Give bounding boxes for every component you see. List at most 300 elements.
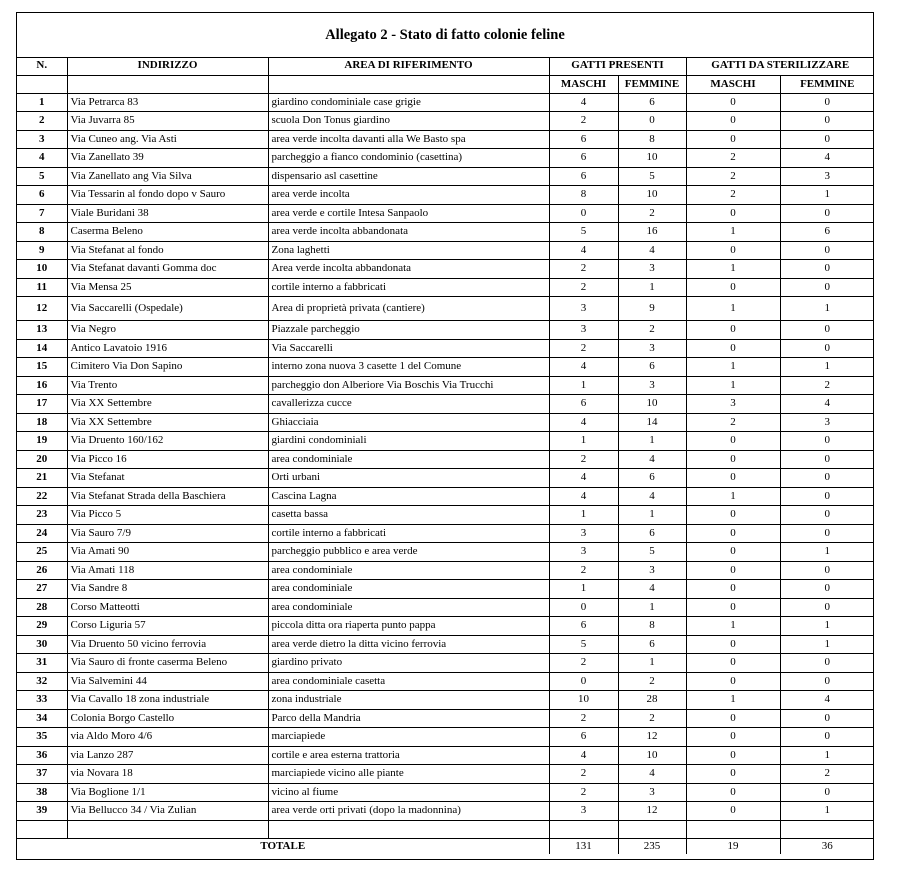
table-row xyxy=(17,376,874,395)
header-gatti-presenti: GATTI PRESENTI xyxy=(549,57,686,75)
row-number: 12 xyxy=(17,297,67,321)
table-row xyxy=(17,413,874,432)
row-indirizzo: Via Cavallo 18 zona industriale xyxy=(67,691,268,710)
row-presenti-maschi: 8 xyxy=(549,186,618,205)
row-presenti-femmine: 4 xyxy=(618,580,686,599)
row-sterilizzare-maschi: 1 xyxy=(686,358,780,377)
row-presenti-femmine: 2 xyxy=(618,709,686,728)
row-presenti-femmine: 5 xyxy=(618,167,686,186)
table-row xyxy=(17,524,874,543)
row-indirizzo: Via XX Settembre xyxy=(67,395,268,414)
row-sterilizzare-maschi: 0 xyxy=(686,580,780,599)
row-presenti-maschi: 2 xyxy=(549,278,618,297)
table-row xyxy=(17,598,874,617)
row-area: dispensario asl casettine xyxy=(268,167,549,186)
table-row xyxy=(17,112,874,131)
row-presenti-femmine: 3 xyxy=(618,561,686,580)
row-indirizzo: Via Stefanat xyxy=(67,469,268,488)
row-sterilizzare-maschi: 0 xyxy=(686,561,780,580)
row-sterilizzare-femmine: 0 xyxy=(780,709,874,728)
row-sterilizzare-femmine: 0 xyxy=(780,561,874,580)
header-indirizzo: INDIRIZZO xyxy=(67,57,268,75)
row-presenti-maschi: 4 xyxy=(549,413,618,432)
row-sterilizzare-maschi: 0 xyxy=(686,241,780,260)
table-row xyxy=(17,580,874,599)
row-indirizzo: Via Zanellato ang Via Silva xyxy=(67,167,268,186)
row-presenti-femmine: 3 xyxy=(618,376,686,395)
row-number: 9 xyxy=(17,241,67,260)
table-row xyxy=(17,93,874,112)
row-sterilizzare-femmine: 0 xyxy=(780,93,874,112)
row-sterilizzare-femmine: 6 xyxy=(780,223,874,242)
colonies-table xyxy=(17,57,874,854)
row-number: 4 xyxy=(17,149,67,168)
row-number: 25 xyxy=(17,543,67,562)
row-sterilizzare-femmine: 4 xyxy=(780,395,874,414)
row-presenti-maschi: 2 xyxy=(549,450,618,469)
row-sterilizzare-maschi: 0 xyxy=(686,598,780,617)
row-area: zona industriale xyxy=(268,691,549,710)
row-presenti-maschi: 6 xyxy=(549,130,618,149)
row-sterilizzare-maschi: 0 xyxy=(686,654,780,673)
row-indirizzo: Via Amati 118 xyxy=(67,561,268,580)
row-sterilizzare-femmine: 1 xyxy=(780,543,874,562)
row-presenti-maschi: 4 xyxy=(549,487,618,506)
row-sterilizzare-maschi: 1 xyxy=(686,617,780,636)
row-sterilizzare-maschi: 0 xyxy=(686,339,780,358)
row-sterilizzare-femmine: 0 xyxy=(780,130,874,149)
row-area: Ghiacciaia xyxy=(268,413,549,432)
blank-row xyxy=(17,820,874,838)
row-sterilizzare-femmine: 1 xyxy=(780,186,874,205)
row-presenti-maschi: 6 xyxy=(549,617,618,636)
table-row xyxy=(17,278,874,297)
row-sterilizzare-maschi: 2 xyxy=(686,167,780,186)
row-presenti-femmine: 6 xyxy=(618,524,686,543)
row-indirizzo: Corso Matteotti xyxy=(67,598,268,617)
row-area: Piazzale parcheggio xyxy=(268,321,549,340)
row-area: area condominiale xyxy=(268,450,549,469)
row-presenti-femmine: 2 xyxy=(618,204,686,223)
row-indirizzo: Via Stefanat davanti Gomma doc xyxy=(67,260,268,279)
row-area: area verde dietro la ditta vicino ferrovia xyxy=(268,635,549,654)
row-indirizzo: Via Stefanat Strada della Baschiera xyxy=(67,487,268,506)
row-area: area condominiale xyxy=(268,561,549,580)
row-indirizzo: Via Sauro 7/9 xyxy=(67,524,268,543)
row-area: parcheggio pubblico e area verde xyxy=(268,543,549,562)
row-indirizzo: Colonia Borgo Castello xyxy=(67,709,268,728)
table-row xyxy=(17,450,874,469)
header-presenti-femmine: FEMMINE xyxy=(618,75,686,93)
row-presenti-femmine: 6 xyxy=(618,635,686,654)
row-sterilizzare-femmine: 4 xyxy=(780,691,874,710)
row-number: 11 xyxy=(17,278,67,297)
row-sterilizzare-maschi: 0 xyxy=(686,783,780,802)
row-sterilizzare-femmine: 1 xyxy=(780,746,874,765)
table-row xyxy=(17,672,874,691)
row-presenti-femmine: 12 xyxy=(618,728,686,747)
row-number: 23 xyxy=(17,506,67,525)
row-presenti-maschi: 3 xyxy=(549,524,618,543)
row-area: marciapiede xyxy=(268,728,549,747)
row-sterilizzare-maschi: 2 xyxy=(686,186,780,205)
row-number: 34 xyxy=(17,709,67,728)
row-area: cavallerizza cucce xyxy=(268,395,549,414)
row-indirizzo: Antico Lavatoio 1916 xyxy=(67,339,268,358)
row-sterilizzare-maschi: 0 xyxy=(686,321,780,340)
row-area: parcheggio a fianco condominio (casettina) xyxy=(268,149,549,168)
row-number: 21 xyxy=(17,469,67,488)
row-presenti-maschi: 2 xyxy=(549,765,618,784)
row-sterilizzare-maschi: 0 xyxy=(686,450,780,469)
row-presenti-femmine: 14 xyxy=(618,413,686,432)
row-sterilizzare-maschi: 0 xyxy=(686,765,780,784)
row-presenti-femmine: 1 xyxy=(618,506,686,525)
row-presenti-maschi: 6 xyxy=(549,728,618,747)
row-indirizzo: Via Bellucco 34 / Via Zulian xyxy=(67,802,268,821)
row-number: 19 xyxy=(17,432,67,451)
row-area: Via Saccarelli xyxy=(268,339,549,358)
row-number: 5 xyxy=(17,167,67,186)
table-row xyxy=(17,802,874,821)
row-presenti-maschi: 3 xyxy=(549,297,618,321)
table-row xyxy=(17,260,874,279)
row-presenti-maschi: 2 xyxy=(549,783,618,802)
row-indirizzo: Via Trento xyxy=(67,376,268,395)
row-number: 13 xyxy=(17,321,67,340)
row-presenti-femmine: 10 xyxy=(618,395,686,414)
colonies-sheet xyxy=(16,12,874,860)
row-sterilizzare-femmine: 1 xyxy=(780,635,874,654)
row-sterilizzare-femmine: 0 xyxy=(780,450,874,469)
row-sterilizzare-maschi: 0 xyxy=(686,93,780,112)
row-area: Orti urbani xyxy=(268,469,549,488)
row-number: 38 xyxy=(17,783,67,802)
row-indirizzo: Via Cuneo ang. Via Asti xyxy=(67,130,268,149)
row-sterilizzare-femmine: 1 xyxy=(780,617,874,636)
header-blank xyxy=(268,75,549,93)
row-presenti-maschi: 1 xyxy=(549,432,618,451)
row-area: area verde incolta xyxy=(268,186,549,205)
row-indirizzo: Via XX Settembre xyxy=(67,413,268,432)
row-presenti-femmine: 4 xyxy=(618,241,686,260)
row-presenti-maschi: 3 xyxy=(549,321,618,340)
row-area: giardini condominiali xyxy=(268,432,549,451)
table-row xyxy=(17,241,874,260)
row-presenti-femmine: 3 xyxy=(618,783,686,802)
row-sterilizzare-femmine: 2 xyxy=(780,765,874,784)
row-indirizzo: Caserma Beleno xyxy=(67,223,268,242)
row-presenti-maschi: 2 xyxy=(549,561,618,580)
row-number: 16 xyxy=(17,376,67,395)
row-area: parcheggio don Alberiore Via Boschis Via Trucchi xyxy=(268,376,549,395)
table-row xyxy=(17,167,874,186)
row-area: area condominiale xyxy=(268,580,549,599)
row-area: Zona laghetti xyxy=(268,241,549,260)
row-presenti-maschi: 2 xyxy=(549,654,618,673)
row-sterilizzare-maschi: 0 xyxy=(686,204,780,223)
total-sterilizzare-femmine: 36 xyxy=(780,838,874,854)
table-row xyxy=(17,223,874,242)
row-presenti-femmine: 6 xyxy=(618,469,686,488)
row-number: 8 xyxy=(17,223,67,242)
row-presenti-femmine: 12 xyxy=(618,802,686,821)
row-presenti-maschi: 4 xyxy=(549,358,618,377)
row-area: area verde incolta abbandonata xyxy=(268,223,549,242)
row-indirizzo: Via Boglione 1/1 xyxy=(67,783,268,802)
row-area: area condominiale casetta xyxy=(268,672,549,691)
row-area: giardino condominiale case grigie xyxy=(268,93,549,112)
table-row xyxy=(17,149,874,168)
row-indirizzo: Via Petrarca 83 xyxy=(67,93,268,112)
row-area: cortile interno a fabbricati xyxy=(268,278,549,297)
row-indirizzo: Via Negro xyxy=(67,321,268,340)
header-gatti-da-sterilizzare: GATTI DA STERILIZZARE xyxy=(686,57,874,75)
table-row xyxy=(17,543,874,562)
row-sterilizzare-femmine: 1 xyxy=(780,802,874,821)
row-indirizzo: Via Amati 90 xyxy=(67,543,268,562)
row-sterilizzare-femmine: 0 xyxy=(780,204,874,223)
row-presenti-femmine: 4 xyxy=(618,450,686,469)
row-presenti-maschi: 1 xyxy=(549,506,618,525)
row-sterilizzare-femmine: 0 xyxy=(780,654,874,673)
row-presenti-maschi: 6 xyxy=(549,149,618,168)
row-presenti-maschi: 2 xyxy=(549,260,618,279)
table-row xyxy=(17,654,874,673)
row-sterilizzare-femmine: 3 xyxy=(780,167,874,186)
row-presenti-femmine: 3 xyxy=(618,339,686,358)
table-row xyxy=(17,617,874,636)
row-indirizzo: Via Stefanat al fondo xyxy=(67,241,268,260)
row-presenti-femmine: 4 xyxy=(618,487,686,506)
total-presenti-femmine: 235 xyxy=(618,838,686,854)
row-presenti-maschi: 3 xyxy=(549,543,618,562)
row-sterilizzare-maschi: 0 xyxy=(686,112,780,131)
row-indirizzo: via Aldo Moro 4/6 xyxy=(67,728,268,747)
row-presenti-maschi: 2 xyxy=(549,709,618,728)
row-presenti-maschi: 6 xyxy=(549,395,618,414)
row-area: cortile interno a fabbricati xyxy=(268,524,549,543)
row-presenti-femmine: 28 xyxy=(618,691,686,710)
table-row xyxy=(17,297,874,321)
row-sterilizzare-maschi: 0 xyxy=(686,506,780,525)
row-number: 26 xyxy=(17,561,67,580)
row-sterilizzare-maschi: 2 xyxy=(686,413,780,432)
table-row xyxy=(17,358,874,377)
row-indirizzo: via Novara 18 xyxy=(67,765,268,784)
row-presenti-femmine: 1 xyxy=(618,432,686,451)
row-presenti-maschi: 0 xyxy=(549,598,618,617)
row-sterilizzare-femmine: 0 xyxy=(780,432,874,451)
row-presenti-maschi: 4 xyxy=(549,241,618,260)
table-row xyxy=(17,204,874,223)
row-presenti-femmine: 16 xyxy=(618,223,686,242)
row-sterilizzare-maschi: 2 xyxy=(686,149,780,168)
row-area: cortile e area esterna trattoria xyxy=(268,746,549,765)
table-row xyxy=(17,691,874,710)
header-row-1 xyxy=(17,57,874,75)
row-indirizzo: Via Druento 160/162 xyxy=(67,432,268,451)
row-presenti-femmine: 5 xyxy=(618,543,686,562)
table-row xyxy=(17,506,874,525)
table-row xyxy=(17,728,874,747)
table-body xyxy=(17,93,874,820)
row-area: marciapiede vicino alle piante xyxy=(268,765,549,784)
header-area: AREA DI RIFERIMENTO xyxy=(268,57,549,75)
row-area: area condominiale xyxy=(268,598,549,617)
row-indirizzo: Corso Liguria 57 xyxy=(67,617,268,636)
row-sterilizzare-femmine: 0 xyxy=(780,506,874,525)
document-title: Allegato 2 - Stato di fatto colonie feline xyxy=(17,13,873,58)
row-number: 7 xyxy=(17,204,67,223)
row-number: 39 xyxy=(17,802,67,821)
table-row xyxy=(17,765,874,784)
row-sterilizzare-maschi: 0 xyxy=(686,524,780,543)
row-number: 15 xyxy=(17,358,67,377)
row-indirizzo: Cimitero Via Don Sapino xyxy=(67,358,268,377)
row-sterilizzare-maschi: 0 xyxy=(686,130,780,149)
row-area: giardino privato xyxy=(268,654,549,673)
row-presenti-femmine: 1 xyxy=(618,278,686,297)
row-number: 30 xyxy=(17,635,67,654)
row-area: Area di proprietà privata (cantiere) xyxy=(268,297,549,321)
row-presenti-maschi: 4 xyxy=(549,93,618,112)
row-presenti-femmine: 6 xyxy=(618,93,686,112)
header-blank xyxy=(17,75,67,93)
row-indirizzo: Via Saccarelli (Ospedale) xyxy=(67,297,268,321)
row-number: 37 xyxy=(17,765,67,784)
row-sterilizzare-femmine: 1 xyxy=(780,358,874,377)
row-sterilizzare-maschi: 0 xyxy=(686,543,780,562)
row-presenti-femmine: 0 xyxy=(618,112,686,131)
row-sterilizzare-femmine: 0 xyxy=(780,339,874,358)
totals-label: TOTALE xyxy=(17,838,549,854)
table-row xyxy=(17,130,874,149)
row-presenti-femmine: 1 xyxy=(618,598,686,617)
row-indirizzo: Via Sauro di fronte caserma Beleno xyxy=(67,654,268,673)
row-number: 6 xyxy=(17,186,67,205)
row-sterilizzare-femmine: 0 xyxy=(780,260,874,279)
row-indirizzo: Via Druento 50 vicino ferrovia xyxy=(67,635,268,654)
row-number: 10 xyxy=(17,260,67,279)
table-row xyxy=(17,783,874,802)
row-indirizzo: Via Tessarin al fondo dopo v Sauro xyxy=(67,186,268,205)
row-presenti-maschi: 2 xyxy=(549,339,618,358)
row-sterilizzare-maschi: 1 xyxy=(686,297,780,321)
row-sterilizzare-maschi: 0 xyxy=(686,635,780,654)
table-row xyxy=(17,469,874,488)
row-sterilizzare-maschi: 0 xyxy=(686,469,780,488)
row-number: 14 xyxy=(17,339,67,358)
row-number: 1 xyxy=(17,93,67,112)
row-presenti-maschi: 5 xyxy=(549,223,618,242)
row-sterilizzare-maschi: 0 xyxy=(686,278,780,297)
table-row xyxy=(17,186,874,205)
table-row xyxy=(17,395,874,414)
row-sterilizzare-femmine: 1 xyxy=(780,297,874,321)
row-sterilizzare-maschi: 0 xyxy=(686,728,780,747)
row-presenti-femmine: 10 xyxy=(618,746,686,765)
row-presenti-maschi: 0 xyxy=(549,672,618,691)
row-number: 24 xyxy=(17,524,67,543)
row-sterilizzare-femmine: 3 xyxy=(780,413,874,432)
header-sterilizzare-maschi: MASCHI xyxy=(686,75,780,93)
row-presenti-femmine: 10 xyxy=(618,149,686,168)
header-row-2 xyxy=(17,75,874,93)
row-number: 20 xyxy=(17,450,67,469)
row-area: casetta bassa xyxy=(268,506,549,525)
row-area: piccola ditta ora riaperta punto pappa xyxy=(268,617,549,636)
row-number: 33 xyxy=(17,691,67,710)
row-presenti-maschi: 6 xyxy=(549,167,618,186)
row-area: area verde incolta davanti alla We Basto spa xyxy=(268,130,549,149)
row-sterilizzare-maschi: 1 xyxy=(686,223,780,242)
row-area: area verde e cortile Intesa Sanpaolo xyxy=(268,204,549,223)
row-presenti-maschi: 5 xyxy=(549,635,618,654)
row-indirizzo: Via Salvemini 44 xyxy=(67,672,268,691)
row-number: 36 xyxy=(17,746,67,765)
row-area: interno zona nuova 3 casette 1 del Comune xyxy=(268,358,549,377)
row-presenti-maschi: 3 xyxy=(549,802,618,821)
row-sterilizzare-maschi: 1 xyxy=(686,260,780,279)
row-presenti-maschi: 2 xyxy=(549,112,618,131)
table-row xyxy=(17,746,874,765)
row-presenti-femmine: 3 xyxy=(618,260,686,279)
row-sterilizzare-femmine: 0 xyxy=(780,487,874,506)
totals-row xyxy=(17,838,874,854)
row-sterilizzare-maschi: 1 xyxy=(686,691,780,710)
total-presenti-maschi: 131 xyxy=(549,838,618,854)
row-sterilizzare-maschi: 3 xyxy=(686,395,780,414)
row-indirizzo: Via Mensa 25 xyxy=(67,278,268,297)
row-number: 17 xyxy=(17,395,67,414)
row-area: area verde orti privati (dopo la madonnina) xyxy=(268,802,549,821)
row-presenti-femmine: 1 xyxy=(618,654,686,673)
row-indirizzo: Via Juvarra 85 xyxy=(67,112,268,131)
row-presenti-maschi: 4 xyxy=(549,469,618,488)
row-sterilizzare-femmine: 0 xyxy=(780,469,874,488)
table-row xyxy=(17,561,874,580)
row-sterilizzare-femmine: 4 xyxy=(780,149,874,168)
row-number: 35 xyxy=(17,728,67,747)
table-row xyxy=(17,487,874,506)
row-area: Parco della Mandria xyxy=(268,709,549,728)
header-presenti-maschi: MASCHI xyxy=(549,75,618,93)
row-number: 28 xyxy=(17,598,67,617)
row-sterilizzare-femmine: 0 xyxy=(780,278,874,297)
row-indirizzo: via Lanzo 287 xyxy=(67,746,268,765)
table-row xyxy=(17,339,874,358)
row-area: scuola Don Tonus giardino xyxy=(268,112,549,131)
row-sterilizzare-femmine: 0 xyxy=(780,783,874,802)
row-sterilizzare-maschi: 0 xyxy=(686,802,780,821)
row-presenti-maschi: 1 xyxy=(549,376,618,395)
row-sterilizzare-maschi: 0 xyxy=(686,709,780,728)
row-area: Area verde incolta abbandonata xyxy=(268,260,549,279)
row-sterilizzare-femmine: 0 xyxy=(780,598,874,617)
row-sterilizzare-maschi: 0 xyxy=(686,746,780,765)
row-sterilizzare-femmine: 0 xyxy=(780,728,874,747)
row-number: 18 xyxy=(17,413,67,432)
row-presenti-maschi: 4 xyxy=(549,746,618,765)
table-row xyxy=(17,321,874,340)
row-sterilizzare-femmine: 0 xyxy=(780,112,874,131)
header-n: N. xyxy=(17,57,67,75)
row-presenti-femmine: 8 xyxy=(618,617,686,636)
row-indirizzo: Via Zanellato 39 xyxy=(67,149,268,168)
row-presenti-femmine: 9 xyxy=(618,297,686,321)
row-number: 2 xyxy=(17,112,67,131)
